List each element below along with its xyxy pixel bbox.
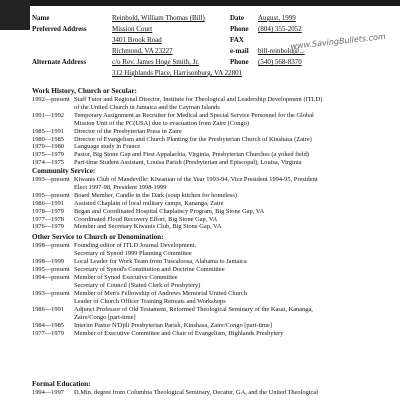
section-title-work: Work History, Church or Secular: xyxy=(32,87,137,95)
community-entry-text: Kiwanis Club of Mandeville: Kiwanian of the Year 1993-94, Vice President 1994-95, President xyxy=(74,176,318,183)
community-entry-text: Coordinated Flood Recovery Effort, Big Stone Gap, VA xyxy=(74,215,218,223)
work-entry-text: Language study in France xyxy=(74,143,141,151)
section-title-community: Community Service: xyxy=(32,167,96,175)
other-entry-text: Local Leader for Work Team from Tuscaloosa, Alabama to Jamaica xyxy=(74,258,247,265)
other-entry-text: Member of Synod Executive Committee xyxy=(74,274,178,281)
alternate-phone-value: (540) 568-8370 xyxy=(258,58,302,66)
other-year: 1986—1991 xyxy=(32,306,64,313)
other-year: 1994—present xyxy=(32,274,70,281)
other-entry-text: Secretary of Synod 1999 Planning Committee xyxy=(74,250,192,257)
fax-label: FAX xyxy=(230,36,244,44)
work-year: 1975—1979 xyxy=(32,151,64,159)
alternate-address-line1: c/o Rev. James Hoge Smith, Jr. xyxy=(112,58,200,66)
other-entry-text: Zaire/Congo [part-time] xyxy=(74,314,136,321)
work-entry-text: Temporary Assignment as Recruiter for Medical and Special Service Personnel for the Global xyxy=(74,111,314,119)
name-value: Reinbold, William Thomas (Bill) xyxy=(112,14,205,22)
work-entry-text: Pastor, Big Stone Gap and First Appalachia, Virginia, Presbyterian Churches (a yoked field) xyxy=(74,151,309,159)
preferred-address-line2: 3401 Brook Road xyxy=(112,36,162,44)
community-year: 1978—1979 xyxy=(32,207,64,215)
watermark-text: www.SavingBullets.com xyxy=(290,32,387,51)
phone-value: (804) 355-2052 xyxy=(258,25,302,33)
education-entry-text: D.Min. degree from Columbia Theological Seminary, Decatur, GA, and the United Theological xyxy=(74,389,319,396)
work-year: 1985—1991 xyxy=(32,127,64,135)
other-year: 1984—1985 xyxy=(32,322,64,329)
community-year: 1993—present xyxy=(32,176,70,183)
work-entry-text: Director of Evangelism and Church Planting for the Presbyterian Church of Kinshasa (Zaire) xyxy=(74,135,312,143)
date-label: Date xyxy=(230,14,244,22)
work-entry-text: Part-time Student Assistant, Louisa Parish (Presbyterian and Episcopal), Louisa, Virginia xyxy=(74,159,302,167)
community-entry-text: Board Member, Candle in the Dark (soup kitchen for homeless) xyxy=(74,191,238,199)
community-year: 1995—present xyxy=(32,191,70,199)
other-entry-text: Interim Pastor N'Djili Presbyterian Parish, Kinshasa, Zaire/Congo [part-time] xyxy=(74,322,272,329)
work-year: 1992—present xyxy=(32,96,70,103)
phone-label: Phone xyxy=(230,25,249,33)
community-entry-text: Assisted Chaplain of local military camps, Kananga, Zaire xyxy=(74,199,224,207)
work-year: 1974—1975 xyxy=(32,159,64,167)
email-label: e-mail xyxy=(230,47,249,55)
alternate-phone-label: Phone xyxy=(230,58,249,66)
section-title-education: Formal Education: xyxy=(32,380,91,388)
other-year: 1995—present xyxy=(32,266,70,273)
alternate-address-label: Alternate Address xyxy=(32,58,87,66)
other-entry-text: Secretary of Council (Stated Clerk of Presbytery) xyxy=(74,282,201,289)
email-value: bill-reinbold@... xyxy=(258,47,305,55)
scan-corner xyxy=(0,0,30,30)
work-year: 1979—1980 xyxy=(32,143,64,151)
other-year: 1998—present xyxy=(32,242,70,249)
other-year: 1977—1979 xyxy=(32,330,64,337)
community-entry-text: Began and Coordinated Hospital Chaplaincy Program, Big Stone Gap, VA xyxy=(74,207,265,215)
preferred-address-label: Preferred Address xyxy=(32,25,87,33)
education-year: 1994—1997 xyxy=(32,389,64,396)
community-entry-text: Member and Secretary Kiwanis Club, Big Stone Gap, VA xyxy=(74,223,222,231)
alternate-address-line2: 312 Highlands Place, Harrisonburg, VA 22801 xyxy=(112,69,243,77)
other-entry-text: Adjunct Professor of Old Testament, Reformed Theological Seminary of the Kasai, Kananga, xyxy=(74,306,313,313)
work-year: 1991—1992 xyxy=(32,111,64,119)
work-year: 1980—1985 xyxy=(32,135,64,143)
section-title-other: Other Service to Church or Denomination: xyxy=(32,233,164,241)
community-year: 1986—1991 xyxy=(32,199,64,207)
work-entry-text: Staff Tutor and Regional Director, Institute for Theological and Leadership Development (ITLD) xyxy=(74,96,323,103)
preferred-address-line1: Mission Court xyxy=(112,25,153,33)
other-year: 1993—present xyxy=(32,290,70,297)
other-entry-text: Member of Executive Committee and Chair of Evangelism, Highlands Presbytery xyxy=(74,330,284,337)
preferred-address-line3: Richmond, VA 23227 xyxy=(112,47,173,55)
work-entry-text: Mission Unit of the PC(USA) due to evacuation from Zaire (Congo) xyxy=(74,119,250,127)
scan-top-edge xyxy=(0,0,400,6)
other-year: 1998—1999 xyxy=(32,258,64,265)
community-entry-text: Elect 1997-98, President 1998-1999 xyxy=(74,183,167,191)
name-label: Name xyxy=(32,14,50,22)
community-year: 1976—1979 xyxy=(32,223,64,231)
other-entry-text: Secretary of Synod's Constitution and Doctrine Committee xyxy=(74,266,225,273)
other-entry-text: Member of Men's Fellowship of Andrews Memorial United Church xyxy=(74,290,247,297)
work-entry-text: Director of the Presbyterian Press in Zaire xyxy=(74,127,182,135)
work-entry-text: of the United Church in Jamaica and the Cayman Islands xyxy=(74,103,220,111)
community-year: 1977—1978 xyxy=(32,215,64,223)
other-entry-text: Founding editor of ITLD Journal Development. xyxy=(74,242,197,249)
date-value: August, 1999 xyxy=(258,14,296,22)
other-entry-text: Leader of Church Officer Training Retreats and Workshops xyxy=(74,298,226,305)
